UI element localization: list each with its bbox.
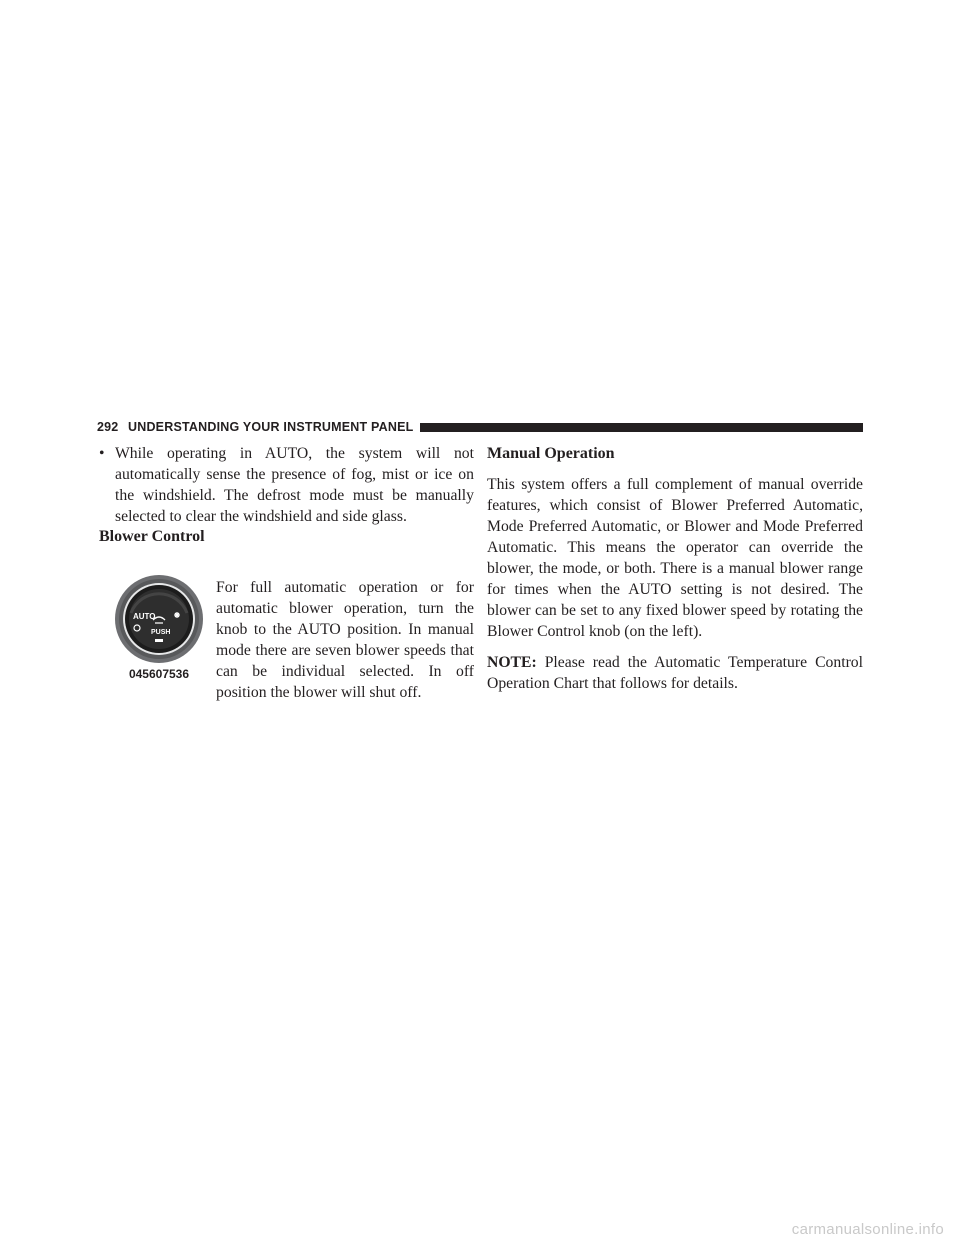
manual-operation-heading: Manual Operation: [487, 445, 615, 462]
note-label: NOTE:: [487, 654, 537, 671]
knob-push-label: PUSH: [151, 629, 171, 636]
knob-auto-label: AUTO: [133, 612, 156, 621]
left-column: [99, 443, 474, 527]
blower-text: For full automatic operation or for automatic blower operation, turn the knob to the AUTO position. In manual mode there are seven blower speeds that can be individual selected. In off position the blower will shut off.: [216, 579, 474, 701]
page-header: [97, 418, 863, 436]
bullet-icon: •: [99, 445, 105, 462]
blower-control-paragraph: [216, 577, 474, 703]
right-column: [487, 443, 863, 704]
bullet-text: While operating in AUTO, the system will not automatically sense the presence of fog, mist or ice on the windshield. The defrost mode must be manually selected to clear the windshield and side glass.: [115, 445, 474, 525]
blower-control-heading: Blower Control: [99, 528, 205, 545]
blower-knob-icon: [113, 573, 205, 665]
section-title: UNDERSTANDING YOUR INSTRUMENT PANEL: [128, 420, 414, 434]
watermark: carmanualsonline.info: [791, 1221, 944, 1238]
manual-operation-paragraph: This system offers a full complement of manual override features, which consist of Blower Preferred Automatic, Mode Preferred Automatic, or Blower and Mode Preferred Automatic. This means the operator can override the blower, the mode, or both. There is a manual blower range for times when the AUTO setting is not desired. The blower can be set to any fixed blower speed by rotating the Blower Control knob (on the left).: [487, 476, 863, 640]
figure-id: 045607536: [128, 667, 190, 681]
note-paragraph: [487, 652, 863, 694]
page-number: 292: [97, 420, 119, 434]
bullet-list: [99, 443, 474, 527]
header-rule: [420, 423, 863, 432]
bullet-item: [99, 443, 474, 527]
note-text: Please read the Automatic Temperature Control Operation Chart that follows for details.: [487, 654, 864, 692]
blower-knob-figure: [109, 573, 209, 685]
